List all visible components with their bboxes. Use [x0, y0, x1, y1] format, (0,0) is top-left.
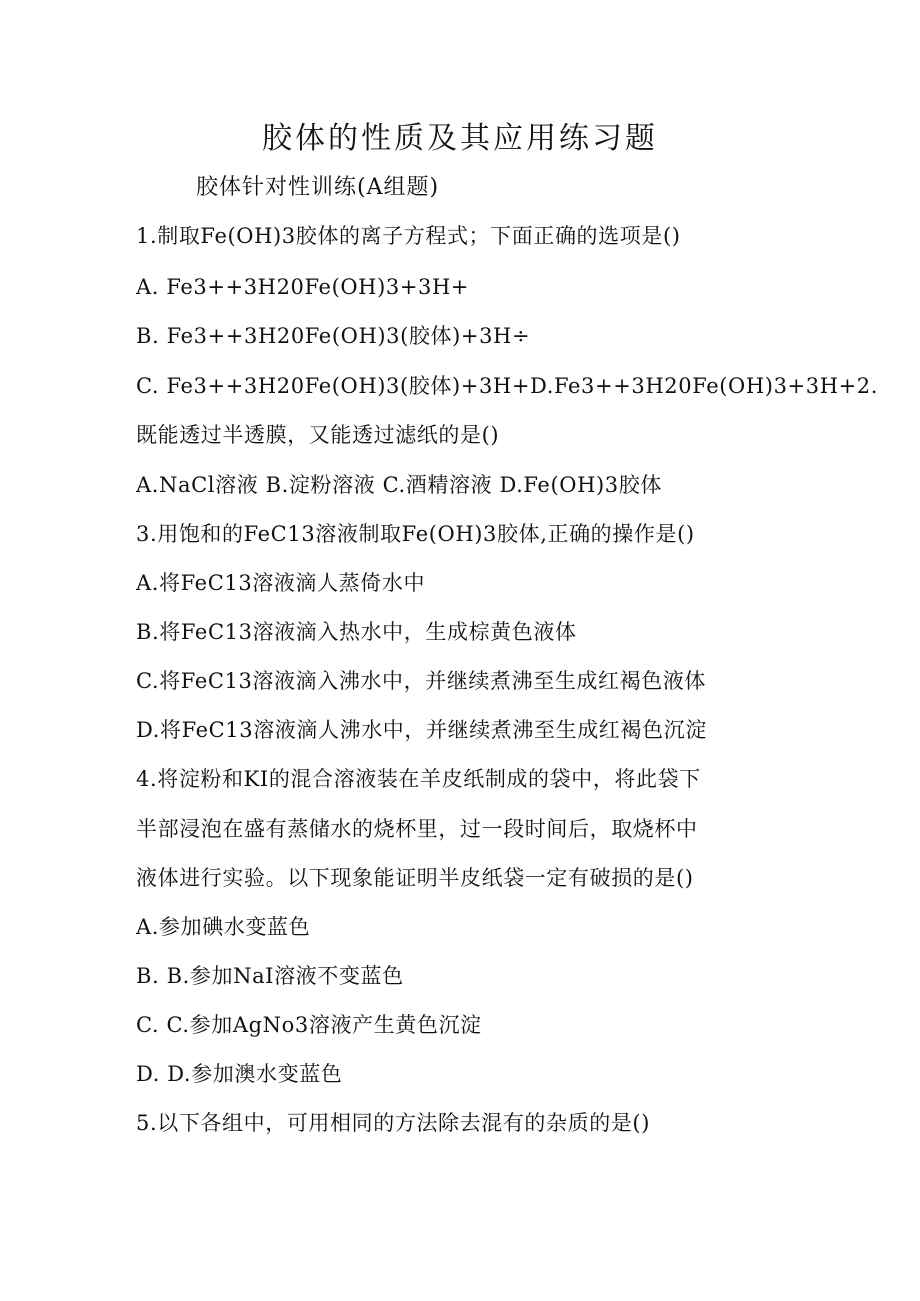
- question-3-option-d: D.将FeC13溶液滴人沸水中，并继续煮沸至生成红褐色沉淀: [136, 718, 707, 742]
- question-5-stem: 5.以下各组中，可用相同的方法除去混有的杂质的是(): [136, 1111, 651, 1135]
- question-4-option-b: B. B.参加NaI溶液不变蓝色: [136, 964, 404, 988]
- question-3-option-c: C.将FeC13溶液滴入沸水中，并继续煮沸至生成红褐色液体: [136, 669, 707, 693]
- question-4-option-a: A.参加碘水变蓝色: [136, 915, 311, 939]
- document-title: 胶体的性质及其应用练习题: [262, 121, 658, 156]
- question-1-option-c-d: C. Fe3++3H20Fe(OH)3(胶体)+3H+D.Fe3++3H20Fe(OH)3+3H+2.: [136, 374, 879, 398]
- question-1-option-b: B. Fe3++3H20Fe(OH)3(胶体)+3H÷: [136, 324, 531, 348]
- question-2-stem: 既能透过半透膜，又能透过滤纸的是(): [136, 423, 500, 447]
- question-3-option-a: A.将FeC13溶液滴人蒸倚水中: [136, 571, 426, 595]
- question-1-option-a: A. Fe3++3H20Fe(OH)3+3H+: [136, 275, 470, 299]
- section-subtitle: 胶体针对性训练(A组题): [196, 175, 440, 200]
- question-2-options: A.NaCl溶液 B.淀粉溶液 C.酒精溶液 D.Fe(OH)3胶体: [136, 473, 662, 497]
- question-4-option-c: C. C.参加AgNo3溶液产生黄色沉淀: [136, 1013, 482, 1037]
- question-1-stem: 1.制取Fe(OH)3胶体的离子方程式；下面正确的选项是(): [136, 224, 681, 248]
- question-3-stem: 3.用饱和的FeC13溶液制取Fe(OH)3胶体,正确的操作是(): [136, 522, 695, 546]
- question-4-option-d: D. D.参加澳水变蓝色: [136, 1062, 343, 1086]
- question-4-stem-line-3: 液体进行实验。以下现象能证明半皮纸袋一定有破损的是(): [136, 866, 694, 890]
- question-4-stem-line-2: 半部浸泡在盛有蒸储水的烧杯里，过一段时间后，取烧杯中: [136, 817, 698, 841]
- question-4-stem-line-1: 4.将淀粉和KI的混合溶液装在羊皮纸制成的袋中，将此袋下: [136, 767, 701, 791]
- question-3-option-b: B.将FeC13溶液滴入热水中，生成棕黄色液体: [136, 620, 577, 644]
